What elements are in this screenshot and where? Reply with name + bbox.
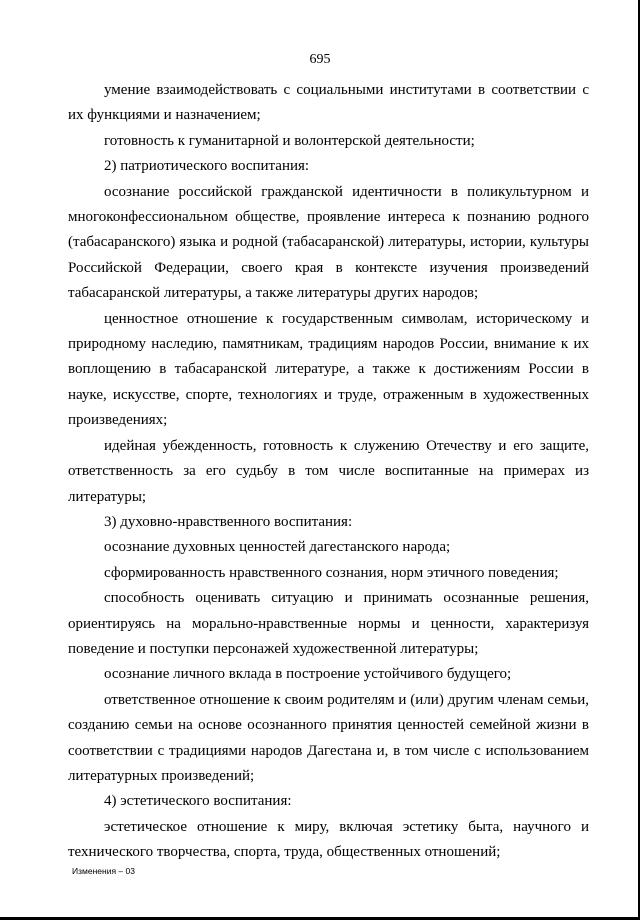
paragraph: осознание российской гражданской идентичности в поликультурном и многоконфессиональном обществе, проявление интереса к познанию родного (табасаранского) языка и родной (табасаранской) литературы, истории, культуры Российской Федерации, своего края в контексте изучения произведений табасаранской литературы, а также литературы других народов; [68, 183, 589, 302]
paragraph: готовность к гуманитарной и волонтерской деятельности; [104, 132, 475, 149]
paragraph: осознание личного вклада в построение устойчивого будущего; [104, 666, 512, 683]
paragraph: сформированность нравственного сознания, норм этичного поведения; [104, 564, 559, 581]
paragraph: ценностное отношение к государственным символам, историческому и природному наследию, памятникам, традициям народов России, внимание к их воплощению в табасаранской литературе, а также к достижениям России в науке, искусстве, спорте, технологиях и труде, отраженным в художественных произведениях; [68, 310, 589, 429]
section-heading: 3) духовно-нравственного воспитания: [104, 513, 353, 530]
section-heading: 2) патриотического воспитания: [104, 158, 310, 175]
page-footer: Изменения – 03 [72, 866, 135, 876]
paragraph: способность оценивать ситуацию и принимать осознанные решения, ориентируясь на морально-нравственные нормы и ценности, характеризуя поведение и поступки персонажей художественной литературы; [68, 590, 589, 657]
paragraph: эстетическое отношение к миру, включая эстетику быта, научного и технического творчества, спорта, труда, общественных отношений; [68, 818, 589, 861]
paragraph: умение взаимодействовать с социальными институтами в соответствии с их функциями и назначением; [68, 82, 589, 124]
document-body [68, 78, 589, 866]
section-heading: 4) эстетического воспитания: [104, 793, 292, 810]
page-number: 695 [309, 52, 331, 67]
paragraph: идейная убежденность, готовность к служению Отечеству и его защите, ответственность за его судьбу в том числе воспитанные на примерах из литературы; [68, 437, 589, 505]
paragraph: осознание духовных ценностей дагестанского народа; [104, 539, 451, 556]
paragraph: ответственное отношение к своим родителям и (или) другим членам семьи, созданию семьи на основе осознанного принятия ценностей семейной жизни в соответствии с традициями народов Дагестана и, в том числе с использованием литературных произведений; [68, 691, 589, 784]
